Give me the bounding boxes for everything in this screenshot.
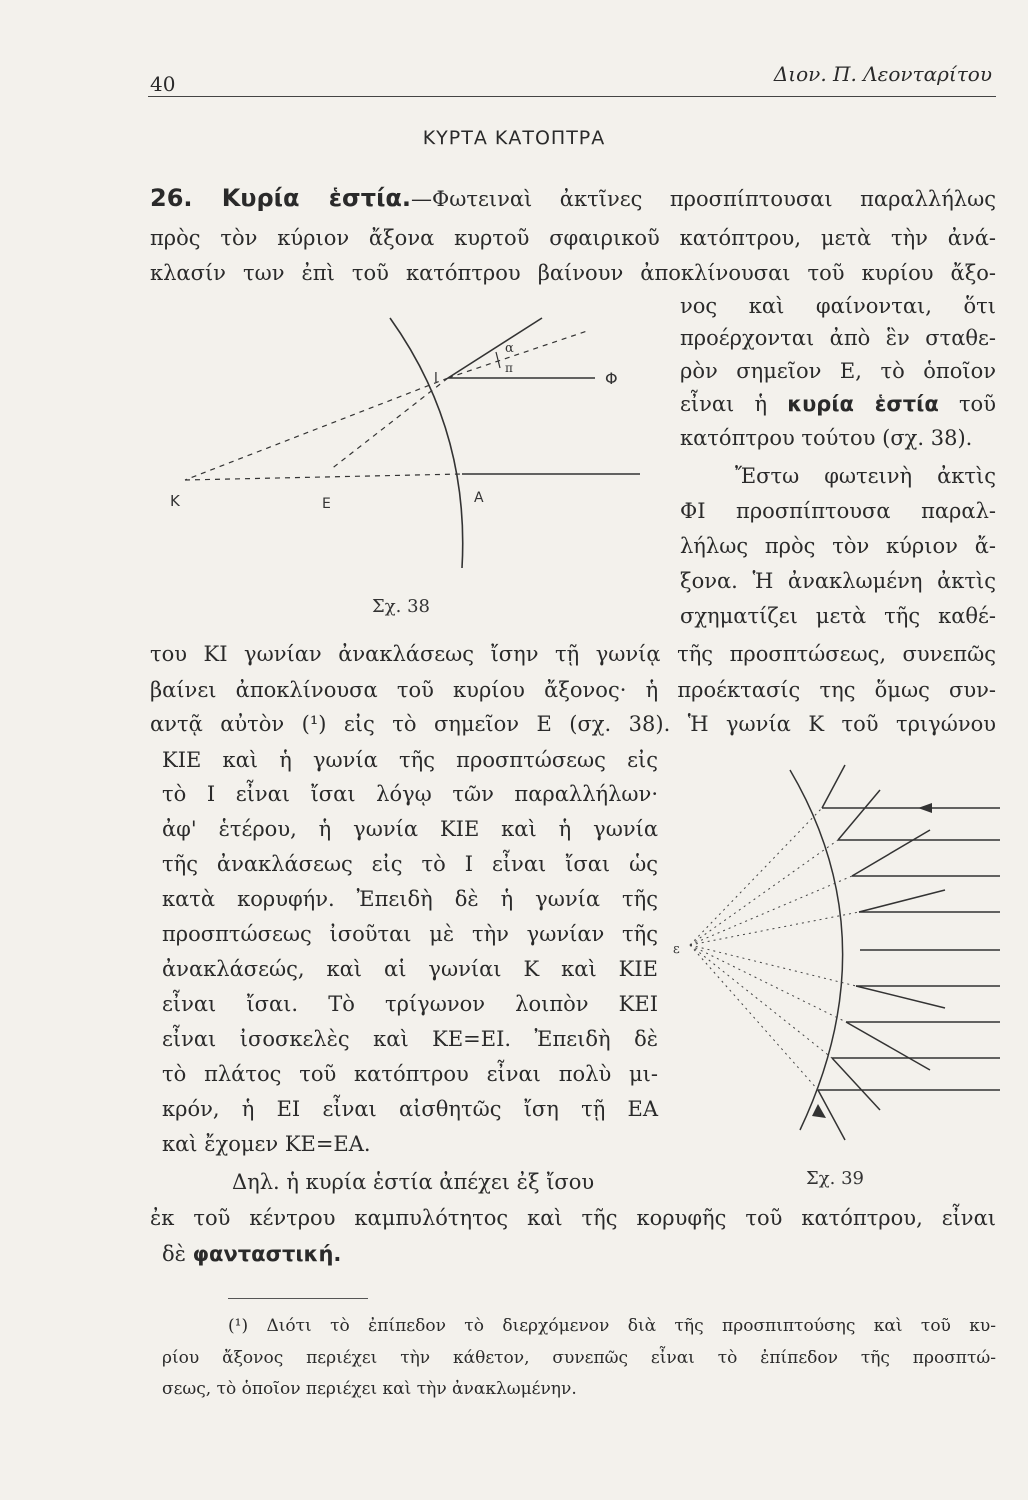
para2-col9: εἶναι ἰσοσκελὲς καὶ ΚΕ=ΕΙ. Ἐπειδὴ δὲ	[162, 1027, 658, 1051]
term-fantastiki: φανταστική.	[192, 1242, 342, 1266]
para2-col7: ἀνακλάσεώς, καὶ αἱ γωνίαι Κ καὶ ΚΙΕ	[162, 957, 658, 981]
fig39-reflected-8	[832, 1058, 880, 1110]
para2-col8: εἶναι ἴσαι. Τὸ τρίγωνον λοιπὸν ΚΕΙ	[162, 992, 658, 1016]
para2-col10: τὸ πλάτος τοῦ κατόπτρου εἶναι πολὺ μι-	[162, 1062, 658, 1086]
fig39-virtual-3	[690, 876, 852, 945]
fig39-label-e: ε	[673, 942, 680, 957]
fig38-label-phi: Φ	[605, 369, 618, 388]
fig39-virtual-6	[690, 945, 856, 986]
fig38-label-a: Α	[474, 490, 484, 506]
page-number: 40	[150, 72, 176, 96]
fig38-label-i: Ι	[434, 371, 438, 386]
para2-col1: ΚΙΕ καὶ ἡ γωνία τῆς προσπτώσεως εἰς	[162, 748, 658, 772]
para2-right3: λήλως πρὸς τὸν κύριον ἄ-	[680, 534, 996, 558]
para2-right4: ξονα. Ἡ ἀνακλωμένη ἀκτὶς	[680, 569, 996, 593]
para1-right4-a: εἶναι ἡ	[680, 392, 768, 416]
para2-col5: κατὰ κορυφήν. Ἐπειδὴ δὲ ἡ γωνία τῆς	[162, 887, 658, 911]
para1-right1: νος καὶ φαίνονται, ὅτι	[680, 294, 996, 318]
para3-line2: ἐκ τοῦ κέντρου καμπυλότητος καὶ τῆς κορυφῆς τοῦ κατόπτρου, εἶναι	[150, 1206, 996, 1230]
para1-right3: ρὸν σημεῖον Ε, τὸ ὁποῖον	[680, 359, 996, 383]
para2-col2: τὸ Ι εἶναι ἴσαι λόγῳ τῶν παραλλήλων·	[162, 782, 658, 806]
para2-col6: προσπτώσεως ἰσοῦται μὲ τὴν γωνίαν τῆς	[162, 922, 658, 946]
running-head: Διον. Π. Λεονταρίτου	[773, 62, 992, 86]
section-heading: 26. Κυρία ἑστία.	[150, 184, 412, 212]
para2-line2: βαίνει ἀποκλίνουσα τοῦ κυρίου ἄξονος· ἡ προέκτασίς της ὅμως συν-	[150, 678, 996, 702]
fig38-label-pi: π	[505, 361, 513, 375]
fig39-virtual-9	[690, 945, 818, 1090]
footnote-line1: (¹) Διότι τὸ ἐπίπεδον τὸ διερχόμενον διὰ τῆς προσπιπτούσης καὶ τοῦ κυ-	[228, 1316, 996, 1336]
para2-col4: τῆς ἀνακλάσεως εἰς τὸ Ι εἶναι ἴσαι ὡς	[162, 852, 658, 876]
term-kyria-estia: κυρία ἑστία	[787, 392, 939, 416]
fig38-label-k: Κ	[170, 492, 180, 510]
para2-line3: αντᾷ αὐτὸν (¹) εἰς τὸ σημεῖον Ε (σχ. 38). Ἡ γωνία Κ τοῦ τριγώνου	[150, 712, 996, 736]
fig39-reflected-7	[846, 1022, 930, 1070]
fig39-virtual-7	[690, 945, 846, 1022]
footnote-line3: σεως, τὸ ὁποῖον περιέχει καὶ τὴν ἀνακλωμένην.	[162, 1379, 577, 1399]
fig39-reflected-4	[859, 890, 945, 912]
fig39-virtual-2	[690, 840, 838, 945]
para1-line2: πρὸς τὸν κύριον ἄξονα κυρτοῦ σφαιρικοῦ κατόπτρου, μετὰ τὴν ἀνά-	[150, 226, 996, 250]
fig39-virtual-4	[690, 912, 859, 945]
fig39-arrow-9	[812, 1104, 826, 1118]
fig39-arrow-1	[918, 803, 932, 813]
para1-right5: κατόπτρου τούτου (σχ. 38).	[680, 426, 973, 450]
fig38-label-alpha: α	[505, 341, 514, 356]
fig39-reflected-2	[838, 790, 880, 840]
para1-right4-c: τοῦ	[958, 392, 996, 416]
fig39-virtual-8	[690, 945, 832, 1058]
section-title: ΚΥΡΤΑ ΚΑΤΟΠΤΡΑ	[422, 127, 606, 149]
para2-right1: Ἔστω φωτεινὴ ἀκτὶς	[735, 464, 996, 488]
fig39-reflected-6	[856, 986, 945, 1008]
para2-col3: ἀφ' ἑτέρου, ἡ γωνία ΚΙΕ καὶ ἡ γωνία	[162, 817, 658, 841]
footnote-line2: ρίου ἄξονος περιέχει τὴν κάθετον, συνεπῶς εἶναι τὸ ἐπίπεδον τῆς προσπτώ-	[162, 1348, 996, 1368]
para1-line3: κλασίν των ἐπὶ τοῦ κατόπτρου βαίνουν ἀποκλίνουσαι τοῦ κυρίου ἄξο-	[150, 261, 996, 285]
para3-line1: Δηλ. ἡ κυρία ἑστία ἀπέχει ἐξ ἴσου	[232, 1170, 595, 1194]
fig39-mirror-arc	[790, 770, 843, 1130]
para2-col11: κρόν, ἡ ΕΙ εἶναι αἰσθητῶς ἴση τῇ ΕΑ	[162, 1097, 658, 1121]
para2-right2: ΦΙ προσπίπτουσα παραλ-	[680, 499, 996, 523]
para2-col12: καὶ ἔχομεν ΚΕ=ΕΑ.	[162, 1132, 371, 1156]
para1-line1-text: —Φωτειναὶ ἀκτῖνες προσπίπτουσαι παραλλήλως	[411, 187, 996, 211]
fig39-reflected-1	[822, 765, 845, 808]
fig39-virtual-1	[690, 808, 822, 945]
para3-line3-a: δὲ	[162, 1242, 186, 1266]
para1-right2: προέρχονται ἀπὸ ἓν σταθε-	[680, 326, 996, 350]
fig39-reflected-3	[852, 830, 930, 876]
fig38-label-e: Ε	[322, 496, 331, 512]
para2-right5: σχηματίζει μετὰ τῆς καθέ-	[680, 604, 996, 628]
para2-line1: του ΚΙ γωνίαν ἀνακλάσεως ἴσην τῇ γωνίᾳ τῆς προσπτώσεως, συνεπῶς	[150, 642, 996, 666]
fig38-caption: Σχ. 38	[372, 596, 430, 617]
fig39-caption: Σχ. 39	[806, 1168, 864, 1189]
